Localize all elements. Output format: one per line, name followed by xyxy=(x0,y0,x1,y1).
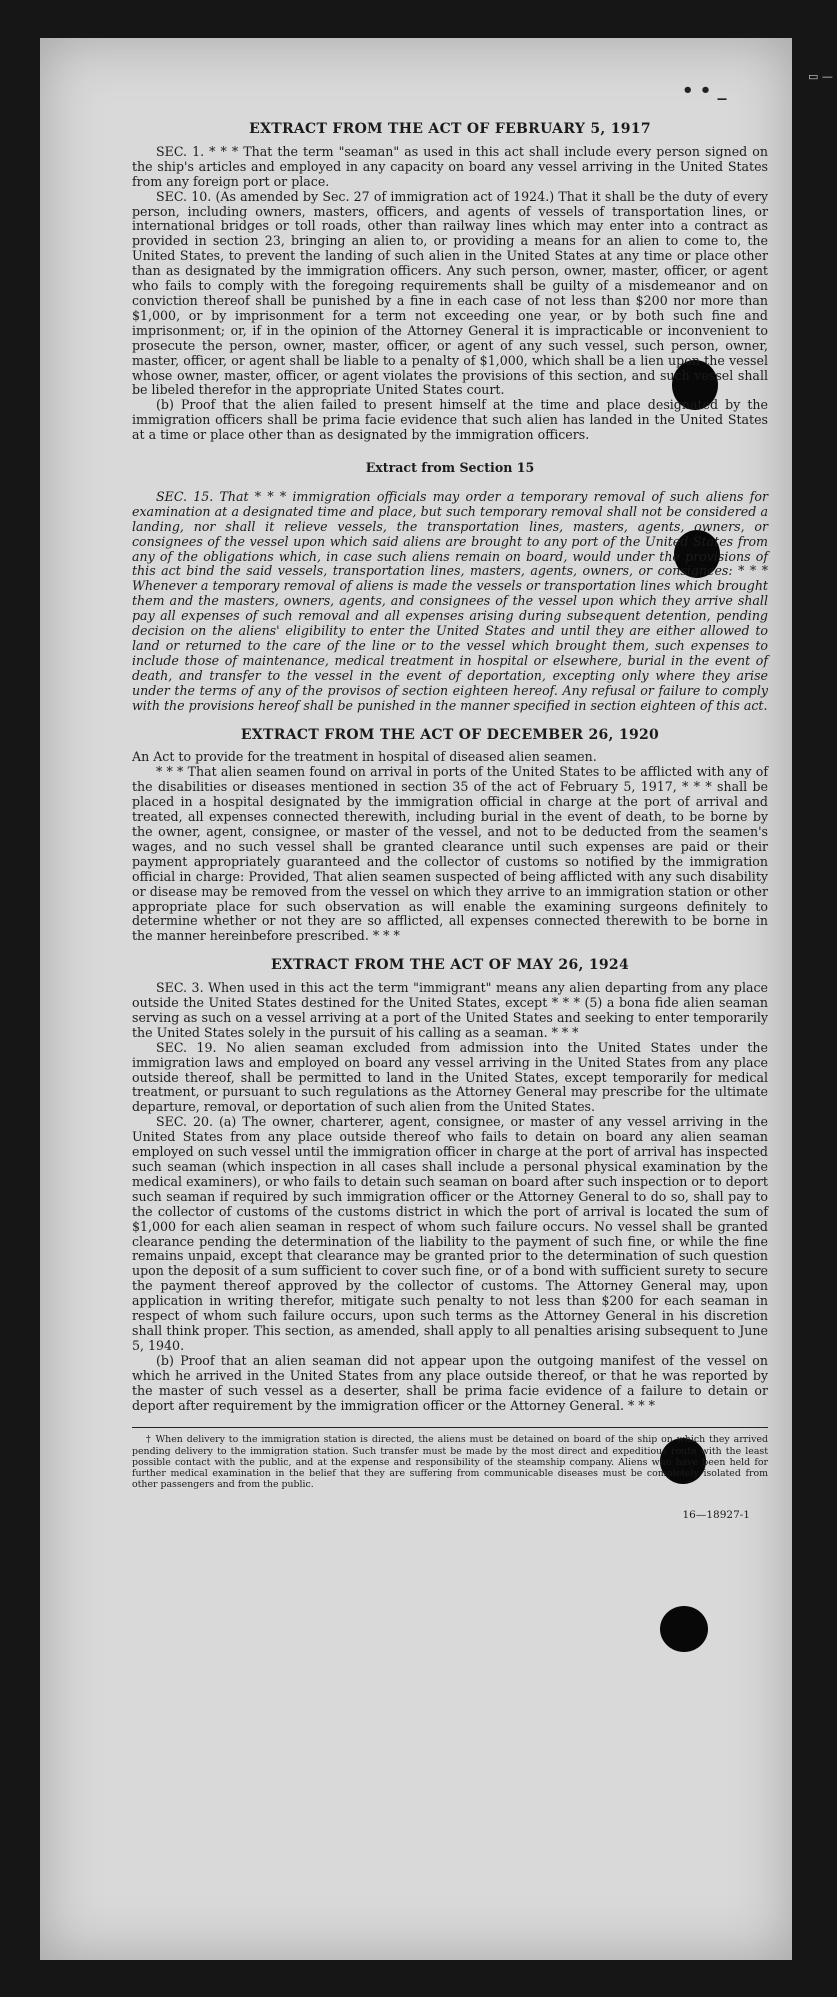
paragraph-1920-body: * * * That alien seamen found on arrival in ports of the United States to be afflicted with any of the disabilities or diseases mentioned in section 35 of the act of February 5, 1917, * * * shall be placed in a hospital designated by the immigration official in charge at the port of arrival and treated, all expenses connected therewith, including burial in the event of death, to be borne by the owner, agent, consignee, or master of the vessel, and not to be deducted from the seamen's wages, and no such vessel shall be granted clearance until such expenses are paid or their payment appropriately guaranteed and the collector of customs so notified by the immigration official in charge: Provided, That alien seamen suspected of being afflicted with any such disability or disease may be removed from the vessel on which they arrive to an immigration station or other appropriate place for such observation as will enable the examining surgeons definitely to determine whether or not they are so afflicted, all expenses connected therewith to be borne in the manner hereinbefore prescribed. * * * xyxy=(132,764,768,944)
paragraph-sec3: SEC. 3. When used in this act the term "immigrant" means any alien departing from any place outside the United States destined for the United States, except * * * (5) a bona fide alien seaman serving as such on a vessel arriving at a port of the United States and seeking to enter temporarily the United States solely in the pursuit of his calling as a seaman. * * * xyxy=(132,980,768,1040)
punch-hole xyxy=(660,1606,708,1652)
paragraph-sec1: SEC. 1. * * * That the term "seaman" as used in this act shall include every person signed on the ship's articles and employed in any capacity on board any vessel arriving in the United States from any foreign port or place. xyxy=(132,143,768,189)
paragraph-sec19: SEC. 19. No alien seaman excluded from admission into the United States under the immigration laws and employed on board any vessel arriving in the United States from any place outside thereof, shall be permitted to land in the United States, except temporarily for medical treatment, or pursuant to such regulations as the Attorney General may prescribe for the ultimate departure, removal, or deportation of such alien from the United States. xyxy=(132,1039,768,1115)
paragraph-sec20b: (b) Proof that an alien seaman did not appear upon the outgoing manifest of the vessel on which he arrived in the United States from any place outside thereof, or that he was reported by the master of such vessel as a deserter, shall be prima facie evidence of a failure to detain or deport after requirement by the immigration officer or the Attorney General. * * * xyxy=(132,1352,768,1413)
document-content xyxy=(132,122,768,1523)
paragraph-sec20a: SEC. 20. (a) The owner, charterer, agent, consignee, or master of any vessel arriving in the United States from any place outside thereof who fails to detain on board any alien seaman employed on such vessel until the immigration officer in charge at the port of arrival has inspected such seaman (which inspection in all cases shall include a personal physical examination by the medical examiners), or who fails to detain such seaman on board after such inspection or to deport such seaman if required by such immigration officer or the Attorney General to do so, shall pay to the collector of customs of the customs district in which the port of arrival is located the sum of $1,000 for each alien seaman in respect of whom such failure occurs. No vessel shall be granted clearance pending the determination of the liability to the payment of such fine, or while the fine remains unpaid, except that clearance may be granted prior to the determination of such question upon the deposit of a sum sufficient to cover such fine, or of a bond with sufficient surety to secure the payment thereof approved by the collector of customs. The Attorney General may, upon application in writing therefor, mitigate such penalty to not less than $200 for each seaman in respect of whom such failure occurs, upon such terms as the Attorney General in his discretion shall think proper. This section, as amended, shall apply to all penalties arising subsequent to June 5, 1940. xyxy=(132,1114,768,1353)
document-page xyxy=(40,38,792,1960)
heading-act-1920: EXTRACT FROM THE ACT OF DECEMBER 26, 1920 xyxy=(240,726,660,743)
paragraph-sec10: SEC. 10. (As amended by Sec. 27 of immigration act of 1924.) That it shall be the duty of every person, including owners, masters, officers, and agents of vessels of transportation lines, or international bridges or toll roads, other than railway lines which may enter into a contract as provided in section 23, bringing an alien to, or providing a means for an alien to come to, the United States, to prevent the landing of such alien in the United States at any time or place other than as designated by the immigration officers. Any such person, owner, master, officer, or agent who fails to comply with the foregoing requirements shall be guilty of a misdemeanor and on conviction thereof shall be punished by a fine in each case of not less than $200 nor more than $1,000, or by imprisonment for a term not exceeding one year, or by both such fine and imprisonment; or, if in the opinion of the Attorney General it is impracticable or inconvenient to prosecute the person, owner, master, officer, or agent of any such vessel, such person, owner, master, officer, or agent shall be liable to a penalty of $1,000, which shall be a lien upon the vessel whose owner, master, officer, or agent violates the provisions of this section, and such vessel shall be libeled therefor in the appropriate United States court. xyxy=(132,188,768,398)
top-edge-marks: • • _ xyxy=(682,80,727,101)
paragraph-sec15: SEC. 15. That * * * immigration officials may order a temporary removal of such aliens for examination at a designated time and place, but such temporary removal shall not be considered a landing, nor shall it relieve vessels, the transportation lines, masters, agents, owners, or consignees of the vessel upon which said aliens are brought to any port of the United States from any of the obligations which, in case such aliens remain on board, would under the provisions of this act bind the said vessels, transportation lines, masters, agents, owners, or consignees: * * * Whenever a temporary removal of aliens is made the vessels or transportation lines which brought them and the masters, owners, agents, and consignees of the vessel upon which they arrive shall pay all expenses of such removal and all expenses arising during subsequent detention, pending decision on the aliens' eligibility to enter the United States and until they are either allowed to land or returned to the care of the line or to the vessel which brought them, such expenses to include those of maintenance, medical treatment in hospital or elsewhere, burial in the event of death, and transfer to the vessel in the event of deportation, excepting only where they arise under the terms of any of the provisos of section eighteen hereof. Any refusal or failure to comply with the provisions hereof shall be punished in the manner specified in section eighteen of this act. xyxy=(132,488,768,713)
document-code: 16—18927-1 xyxy=(682,1509,750,1522)
heading-act-1917: EXTRACT FROM THE ACT OF FEBRUARY 5, 1917 xyxy=(249,121,651,137)
right-margin-mark: ▭ — xyxy=(808,70,833,83)
footnote xyxy=(132,1427,768,1490)
paragraph-sec10b: (b) Proof that the alien failed to present himself at the time and place designated by the immigration officers shall be prima facie evidence that such alien has landed in the United States at a time or place other than as designated by the immigration officers. xyxy=(132,397,768,443)
heading-act-1924: EXTRACT FROM THE ACT OF MAY 26, 1924 xyxy=(270,957,630,974)
footnote-text: † When delivery to the immigration station is directed, the aliens must be detained on board of the ship on which they arrived pending delivery to the immigration station. Such transfer must be made by the most direct and expeditious route with the least possible contact with the public, and at the expense and responsibility of the steamship company. Aliens who have been held for further medical examination in the belief that they are suffering from communicable diseases must be completely isolated from other passengers and from the public. xyxy=(132,1434,768,1491)
heading-section-15: Extract from Section 15 xyxy=(365,460,535,476)
paragraph-1920-intro: An Act to provide for the treatment in hospital of diseased alien seamen. xyxy=(132,749,597,765)
